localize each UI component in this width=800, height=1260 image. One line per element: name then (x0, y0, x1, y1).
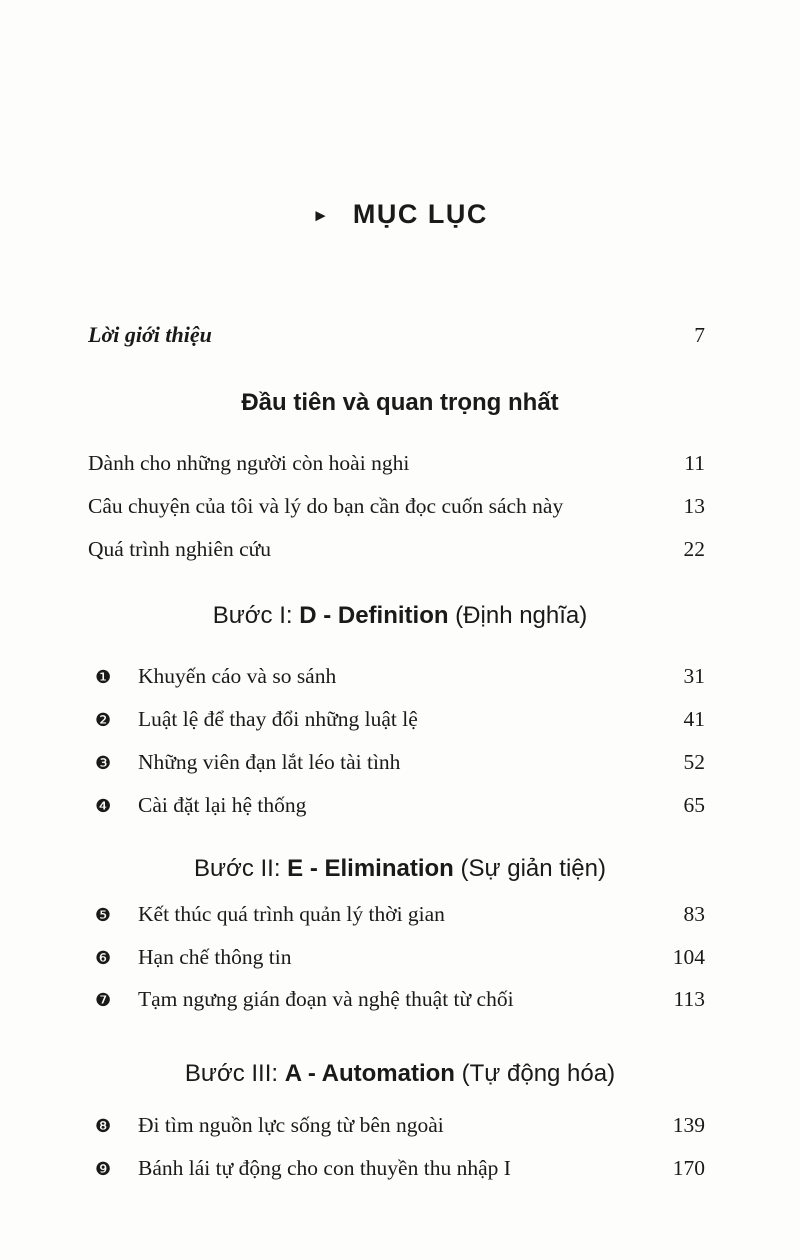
chapter-number-bullet: ❸ (95, 753, 112, 774)
toc-entry-page: 113 (673, 987, 705, 1011)
toc-entry-title: Những viên đạn lắt léo tài tình (138, 750, 401, 774)
section-heading-step-3 (0, 1058, 800, 1090)
chapter-number-bullet: ❶ (95, 667, 112, 688)
chapter-number-bullet: ❽ (95, 1116, 112, 1137)
toc-entry-page: 22 (683, 537, 705, 561)
page-title-text: MỤC LỤC (352, 199, 488, 229)
toc-entry (88, 448, 705, 478)
heading-suffix: (Tự động hóa) (454, 1060, 616, 1087)
toc-entry-page: 41 (683, 707, 705, 731)
heading-suffix: (Sự giản tiện) (453, 855, 606, 882)
toc-entry-title: Luật lệ để thay đổi những luật lệ (138, 707, 418, 731)
toc-entry-intro (88, 320, 705, 350)
heading-bold: Đầu tiên và quan trọng nhất (241, 389, 559, 416)
heading-bold: E - Elimination (287, 855, 454, 882)
toc-entry-title: Dành cho những người còn hoài nghi (88, 451, 410, 475)
section-heading-first (0, 387, 800, 419)
heading-prefix: Bước III: (184, 1060, 285, 1087)
toc-entry-page: 65 (683, 793, 705, 817)
toc-entry (88, 1110, 705, 1142)
toc-entry (88, 984, 705, 1016)
toc-entry (88, 747, 705, 779)
toc-entry-title: Kết thúc quá trình quản lý thời gian (138, 902, 445, 926)
toc-entry-title: Câu chuyện của tôi và lý do bạn cần đọc cuốn sách này (88, 494, 564, 518)
chapter-number-bullet: ❺ (95, 905, 112, 926)
toc-entry-page: 170 (672, 1156, 705, 1180)
heading-suffix: (Định nghĩa) (448, 602, 588, 629)
toc-entry-page: 83 (683, 902, 705, 926)
toc-entry (88, 704, 705, 736)
toc-entry-page: 139 (672, 1113, 705, 1137)
toc-entry (88, 790, 705, 822)
toc-entry-page: 11 (684, 451, 705, 475)
chapter-number-bullet: ❻ (95, 948, 112, 969)
toc-entry-title: Hạn chế thông tin (138, 945, 292, 969)
toc-entry-page: 13 (683, 494, 705, 518)
chapter-number-bullet: ❾ (95, 1159, 112, 1180)
toc-entry-title: Lời giới thiệu (88, 322, 212, 347)
heading-bold: A - Automation (284, 1060, 455, 1087)
toc-entry-page: 7 (694, 323, 705, 347)
toc-entry-title: Cài đặt lại hệ thống (138, 793, 307, 817)
toc-entry-page: 31 (683, 664, 705, 688)
triangle-marker-icon: ► (312, 206, 329, 225)
toc-entry (88, 491, 705, 521)
heading-prefix: Bước II: (194, 855, 288, 882)
toc-entry-title: Quá trình nghiên cứu (88, 537, 272, 561)
section-heading-step-2 (0, 853, 800, 885)
chapter-number-bullet: ❷ (95, 710, 112, 731)
toc-entry-title: Khuyến cáo và so sánh (138, 664, 337, 688)
toc-entry-title: Đi tìm nguồn lực sống từ bên ngoài (138, 1113, 444, 1137)
toc-entry (88, 942, 705, 974)
toc-entry-page: 104 (672, 945, 705, 969)
toc-entry-title: Tạm ngưng gián đoạn và nghệ thuật từ chối (138, 987, 514, 1011)
toc-entry-page: 52 (683, 750, 705, 774)
heading-bold: D - Definition (299, 602, 449, 629)
toc-entry-title: Bánh lái tự động cho con thuyền thu nhập I (138, 1156, 511, 1180)
toc-entry (88, 661, 705, 693)
toc-entry (88, 1153, 705, 1185)
chapter-number-bullet: ❼ (95, 990, 112, 1011)
page-title (0, 196, 800, 236)
toc-entry (88, 534, 705, 564)
chapter-number-bullet: ❹ (95, 796, 112, 817)
heading-prefix: Bước I: (212, 602, 300, 629)
toc-entry (88, 899, 705, 931)
section-heading-step-1 (0, 600, 800, 632)
